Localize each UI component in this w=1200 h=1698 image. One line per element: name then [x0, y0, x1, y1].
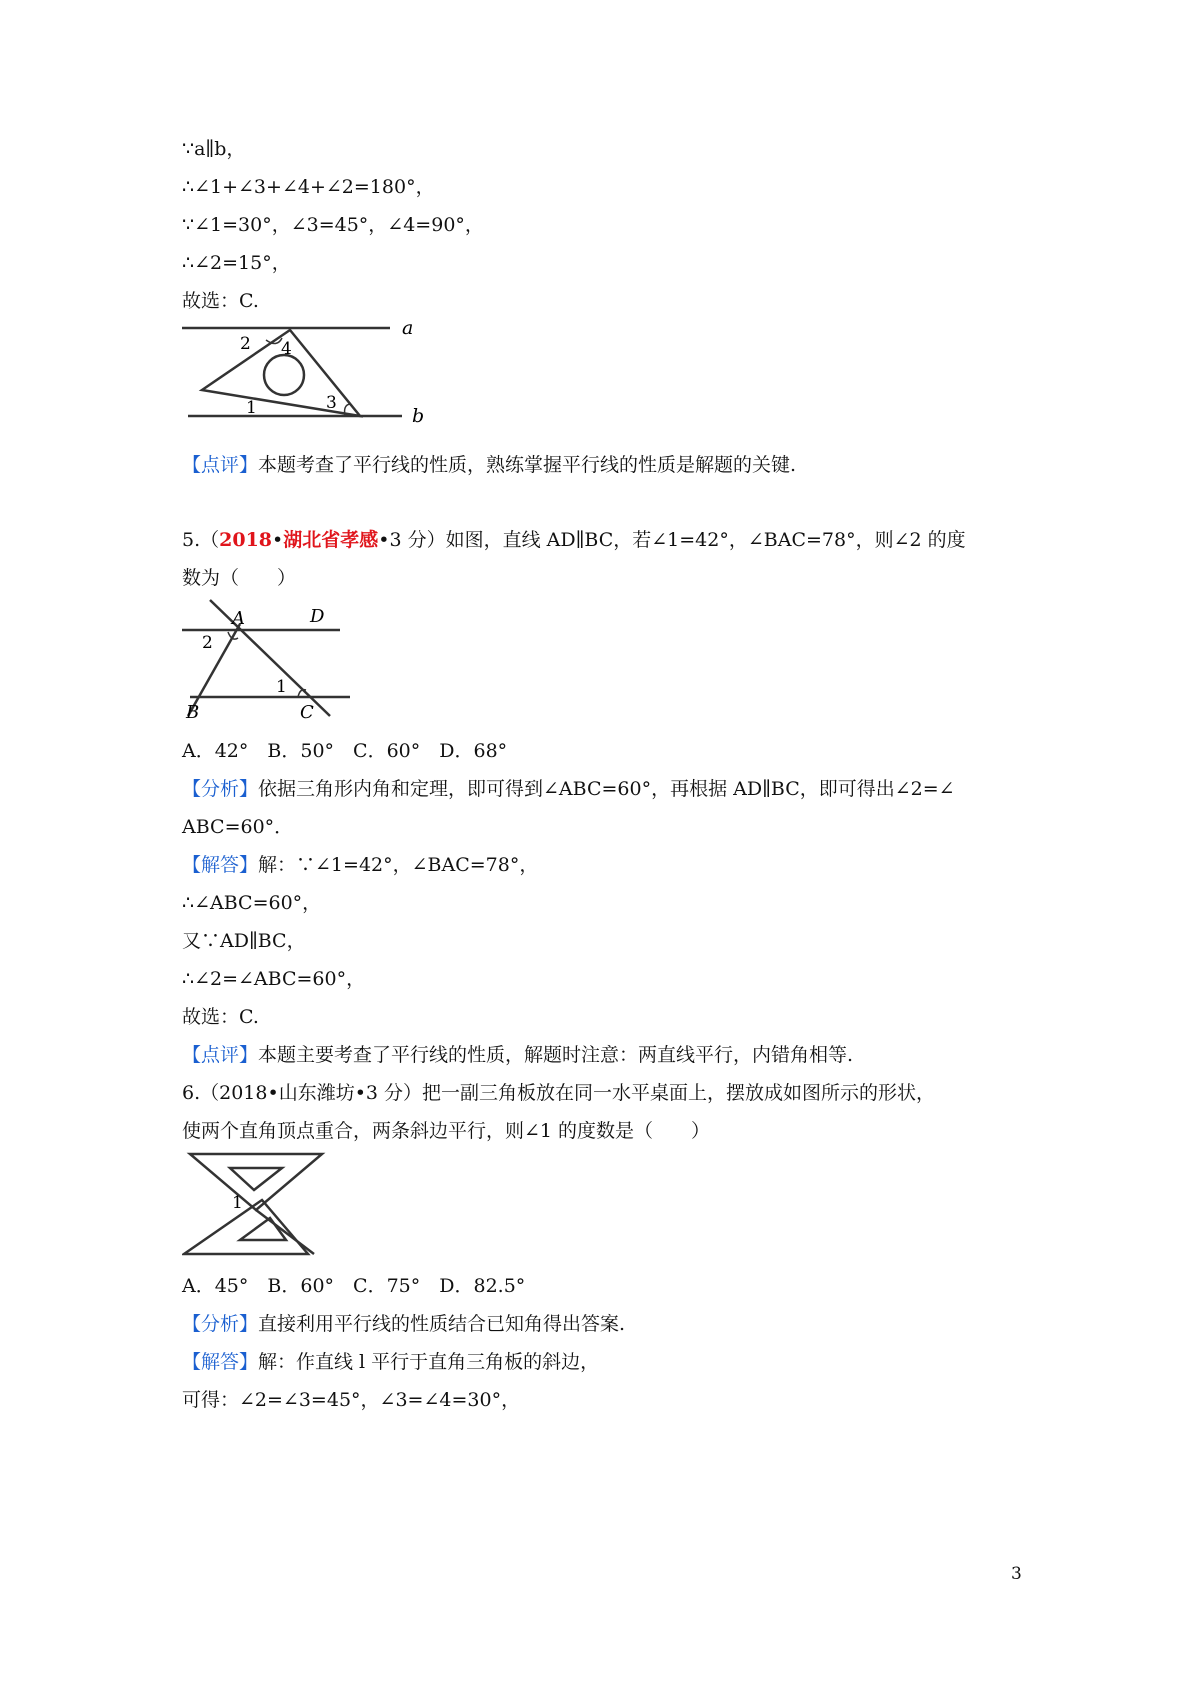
q5-answer-line-3: 又∵AD∥BC， [182, 930, 306, 952]
label-4: 4 [281, 339, 292, 359]
q5-comment [182, 1042, 853, 1068]
label-B: B [186, 702, 200, 723]
label-A: A [232, 608, 245, 629]
label-3: 3 [326, 393, 337, 413]
q5-answer-line-4: ∴∠2=∠ABC=60°， [182, 968, 366, 990]
q5-analysis-line-2: ABC=60°． [182, 816, 294, 838]
q5-separator: • [378, 529, 390, 551]
q5-answer-line-2: ∴∠ABC=60°， [182, 892, 322, 914]
proof-line-2: ∴∠1+∠3+∠4+∠2=180°， [182, 176, 435, 198]
label-C: C [300, 702, 314, 723]
figure-parallel-triangle [180, 320, 440, 430]
answer-text: 解：∵∠1=42°，∠BAC=78°， [258, 854, 539, 876]
q5-options: A．42° B．50° C．60° D．68° [182, 740, 508, 762]
label-b: b [412, 405, 425, 427]
q6-options: A．45° B．60° C．75° D．82.5° [182, 1275, 526, 1297]
answer-tag: 【解答】 [182, 854, 259, 876]
label-1: 1 [232, 1193, 243, 1213]
analysis-tag: 【分析】 [182, 1313, 259, 1335]
label-a: a [402, 320, 414, 339]
figure-q5 [180, 598, 360, 723]
q5-number: 5.（ [182, 529, 220, 551]
analysis-text: 依据三角形内角和定理，即可得到∠ABC=60°，再根据 AD∥BC，即可得出∠2=∠ [258, 778, 955, 800]
q6-answer [182, 1349, 599, 1375]
q5-answer-line-5: 故选：C. [182, 1006, 259, 1028]
q5-answer [182, 852, 538, 878]
answer-text: 解：作直线 l 平行于直角三角板的斜边， [258, 1351, 600, 1373]
figure-q6 [182, 1150, 337, 1260]
q6-answer-line-2: 可得：∠2=∠3=45°，∠3=∠4=30°， [182, 1389, 521, 1411]
comment-text: 本题主要考查了平行线的性质，解题时注意：两直线平行，内错角相等. [258, 1044, 854, 1066]
proof-line-1: ∵a∥b， [182, 138, 246, 160]
analysis-tag: 【分析】 [182, 778, 259, 800]
q5-year: 2018 [219, 529, 273, 551]
q5-separator: • [272, 529, 284, 551]
q6-stem-line-2: 使两个直角顶点重合，两条斜边平行，则∠1 的度数是（ ） [182, 1120, 711, 1142]
q5-region: 湖北省孝感 [283, 529, 379, 551]
comment-1 [182, 452, 796, 478]
q5-stem-line-2: 数为（ ） [182, 567, 297, 589]
comment-tag: 【点评】 [182, 454, 259, 476]
page-number: 3 [1011, 1564, 1022, 1584]
comment-text: 本题考查了平行线的性质，熟练掌握平行线的性质是解题的关键. [258, 454, 797, 476]
label-1: 1 [276, 677, 287, 697]
proof-line-3: ∵∠1=30°，∠3=45°，∠4=90°， [182, 214, 484, 236]
choice-line: 故选：C. [182, 290, 259, 312]
label-1: 1 [246, 398, 257, 418]
q6-stem: 6.（2018•山东潍坊•3 分）把一副三角板放在同一水平桌面上，摆放成如图所示的形状， [182, 1082, 936, 1104]
proof-line-4: ∴∠2=15°， [182, 252, 291, 274]
label-D: D [310, 606, 325, 627]
q5-stem [182, 527, 966, 553]
answer-tag: 【解答】 [182, 1351, 259, 1373]
analysis-text: 直接利用平行线的性质结合已知角得出答案. [258, 1313, 626, 1335]
label-2: 2 [240, 334, 251, 354]
label-2: 2 [202, 633, 213, 653]
q5-analysis [182, 776, 955, 802]
q5-stem-text: 3 分）如图，直线 AD∥BC，若∠1=42°，∠BAC=78°，则∠2 的度 [389, 529, 966, 551]
comment-tag: 【点评】 [182, 1044, 259, 1066]
q6-analysis [182, 1311, 625, 1337]
